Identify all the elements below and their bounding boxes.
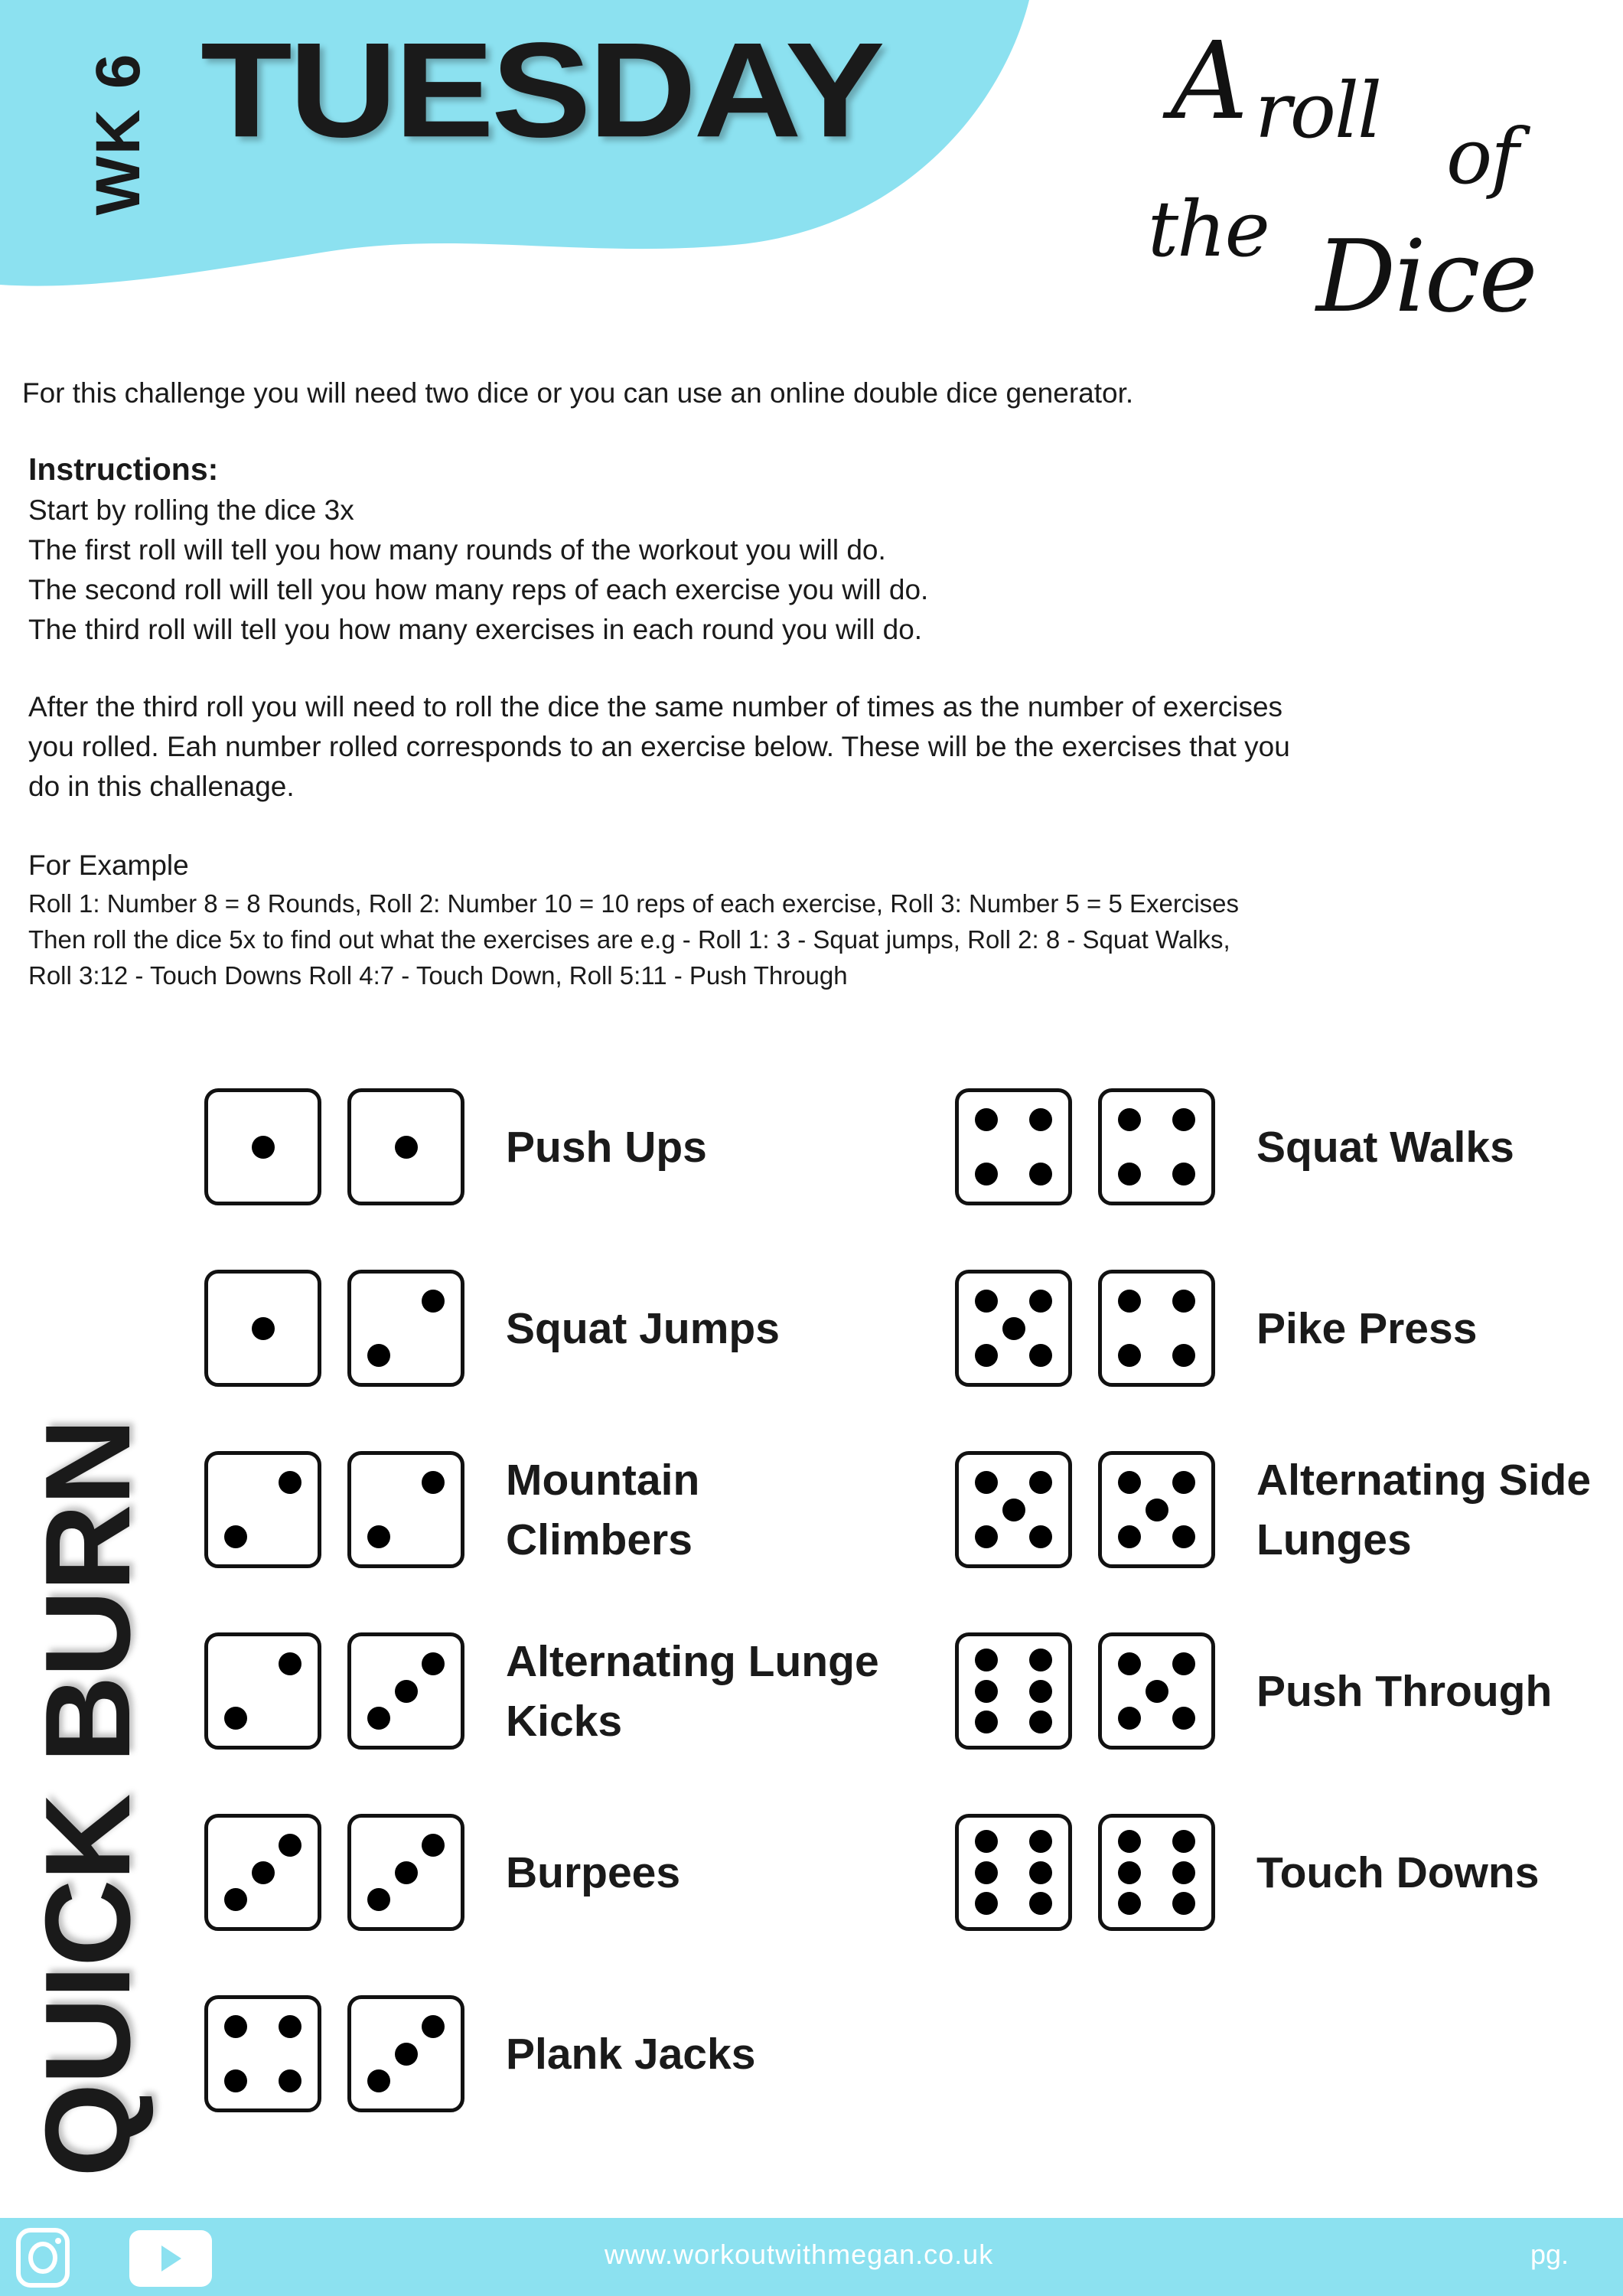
example-section xyxy=(28,846,1239,993)
exercise-row xyxy=(955,1451,1591,1568)
exercise-label xyxy=(506,2024,755,2084)
die-pip xyxy=(1118,1108,1141,1131)
example-heading: For Example xyxy=(28,850,189,881)
instructions xyxy=(28,448,928,650)
die-pip xyxy=(1029,1525,1052,1548)
die-pip xyxy=(1118,1707,1141,1730)
die-pip xyxy=(1029,1861,1052,1884)
paragraph-line: do in this challenage. xyxy=(28,771,295,802)
die-pip xyxy=(1002,1499,1025,1521)
die-face-3-icon xyxy=(347,1814,464,1931)
script-word: roll xyxy=(1255,66,1380,155)
die-face-1-icon xyxy=(204,1088,321,1205)
exercise-label-line: Squat Jumps xyxy=(506,1303,780,1353)
exercise-label-line: Push Ups xyxy=(506,1122,707,1172)
die-face-2-icon xyxy=(204,1451,321,1568)
die-face-6-icon xyxy=(1098,1814,1215,1931)
die-pip xyxy=(1029,1108,1052,1131)
example-line: Then roll the dice 5x to find out what the exercises are e.g - Roll 1: 3 - Squat jumps, Roll 2: 8 - Squat Walks, xyxy=(28,925,1230,954)
instruction-line: The first roll will tell you how many rounds of the workout you will do. xyxy=(28,534,886,566)
die-pip xyxy=(975,1649,998,1671)
exercise-label xyxy=(1256,1117,1514,1177)
die-face-1-icon xyxy=(204,1270,321,1387)
instruction-line: The third roll will tell you how many exercises in each round you will do. xyxy=(28,614,923,645)
die-face-4-icon xyxy=(1098,1088,1215,1205)
die-face-5-icon xyxy=(1098,1632,1215,1750)
die-pip xyxy=(1118,1344,1141,1367)
die-pip xyxy=(975,1861,998,1884)
exercise-label xyxy=(506,1450,699,1570)
die-pip xyxy=(422,1290,445,1313)
die-pip xyxy=(1118,1861,1141,1884)
script-word: the xyxy=(1148,184,1269,274)
die-pip xyxy=(1029,1290,1052,1313)
die-face-3-icon xyxy=(204,1814,321,1931)
die-pip xyxy=(395,1861,418,1884)
die-face-4-icon xyxy=(204,1995,321,2112)
instruction-line: The second roll will tell you how many reps of each exercise you will do. xyxy=(28,574,929,605)
exercise-label-line: Burpees xyxy=(506,1848,681,1897)
die-pip xyxy=(367,2069,390,2092)
die-pip xyxy=(224,1525,247,1548)
die-face-2-icon xyxy=(204,1632,321,1750)
exercise-label xyxy=(506,1299,780,1358)
die-pip xyxy=(224,1888,247,1911)
exercise-label-line: Mountain xyxy=(506,1455,700,1505)
die-pip xyxy=(975,1680,998,1703)
die-pip xyxy=(1029,1830,1052,1853)
die-pip xyxy=(279,1834,301,1857)
script-word: of xyxy=(1446,112,1518,201)
die-pip xyxy=(1029,1711,1052,1733)
die-pip xyxy=(1118,1471,1141,1494)
die-pip xyxy=(422,2015,445,2038)
after-paragraph xyxy=(28,687,1482,807)
die-pip xyxy=(1146,1680,1168,1703)
script-word: A xyxy=(1171,19,1247,144)
die-pip xyxy=(975,1892,998,1915)
die-pip xyxy=(975,1290,998,1313)
exercise-label xyxy=(1256,1843,1539,1903)
die-pip xyxy=(1118,1163,1141,1186)
die-pip xyxy=(1118,1652,1141,1675)
die-pip xyxy=(1029,1163,1052,1186)
exercise-label xyxy=(506,1632,879,1751)
die-pip xyxy=(1118,1892,1141,1915)
die-pip xyxy=(1029,1892,1052,1915)
die-pip xyxy=(422,1652,445,1675)
die-pip xyxy=(422,1834,445,1857)
exercise-label-line: Kicks xyxy=(506,1696,623,1746)
die-pip xyxy=(1002,1317,1025,1340)
paragraph-line: you rolled. Eah number rolled corresponds to an exercise below. These will be the exercises that you xyxy=(28,731,1290,762)
die-pip xyxy=(224,2069,247,2092)
die-pip xyxy=(1029,1471,1052,1494)
die-pip xyxy=(224,1707,247,1730)
side-title: QUICK BURN xyxy=(21,1420,155,2177)
die-pip xyxy=(367,1344,390,1367)
exercise-row xyxy=(955,1088,1514,1205)
die-pip xyxy=(1172,1525,1195,1548)
exercise-label-line: Alternating Side xyxy=(1256,1455,1592,1505)
die-pip xyxy=(1172,1830,1195,1853)
website-link[interactable]: www.workoutwithmegan.co.uk xyxy=(605,2239,994,2270)
die-pip xyxy=(1172,1344,1195,1367)
exercise-row xyxy=(204,1632,879,1750)
example-line: Roll 3:12 - Touch Downs Roll 4:7 - Touch Down, Roll 5:11 - Push Through xyxy=(28,961,848,990)
die-pip xyxy=(395,2043,418,2066)
exercise-row xyxy=(955,1632,1552,1750)
instruction-line: Start by rolling the dice 3x xyxy=(28,494,354,526)
page-number: pg. xyxy=(1530,2239,1569,2270)
die-face-4-icon xyxy=(955,1088,1072,1205)
die-pip xyxy=(367,1525,390,1548)
exercise-label xyxy=(1256,1662,1552,1721)
exercise-label-line: Climbers xyxy=(506,1515,693,1564)
die-pip xyxy=(395,1136,418,1159)
exercise-row xyxy=(204,1088,707,1205)
instagram-icon[interactable] xyxy=(8,2227,77,2288)
die-face-5-icon xyxy=(1098,1451,1215,1568)
exercise-label-line: Plank Jacks xyxy=(506,2029,756,2079)
die-pip xyxy=(224,2015,247,2038)
die-pip xyxy=(975,1471,998,1494)
die-pip xyxy=(1118,1830,1141,1853)
exercise-row xyxy=(955,1270,1477,1387)
die-pip xyxy=(975,1344,998,1367)
exercise-label-line: Pike Press xyxy=(1256,1303,1478,1353)
die-pip xyxy=(395,1680,418,1703)
die-pip xyxy=(1146,1499,1168,1521)
die-face-5-icon xyxy=(955,1451,1072,1568)
exercise-label-line: Alternating Lunge xyxy=(506,1636,879,1686)
intro-text: For this challenge you will need two dice or you can use an online double dice generator. xyxy=(22,377,1134,409)
die-pip xyxy=(279,1471,301,1494)
die-pip xyxy=(975,1163,998,1186)
week-label: WK 6 xyxy=(83,52,153,216)
die-pip xyxy=(975,1525,998,1548)
youtube-icon[interactable] xyxy=(128,2229,213,2288)
die-pip xyxy=(1029,1680,1052,1703)
die-pip xyxy=(252,1136,275,1159)
script-word: Dice xyxy=(1316,218,1537,334)
die-face-6-icon xyxy=(955,1814,1072,1931)
die-pip xyxy=(1029,1344,1052,1367)
die-pip xyxy=(1172,1290,1195,1313)
die-pip xyxy=(1172,1471,1195,1494)
die-pip xyxy=(975,1711,998,1733)
exercise-row xyxy=(204,1451,699,1568)
exercise-row xyxy=(204,1814,680,1931)
exercise-label xyxy=(506,1117,707,1177)
die-pip xyxy=(252,1317,275,1340)
exercise-row xyxy=(955,1814,1539,1931)
die-face-5-icon xyxy=(955,1270,1072,1387)
die-pip xyxy=(252,1861,275,1884)
die-pip xyxy=(1172,1652,1195,1675)
die-pip xyxy=(1172,1861,1195,1884)
exercise-label xyxy=(1256,1299,1477,1358)
exercise-row xyxy=(204,1270,780,1387)
die-pip xyxy=(1172,1707,1195,1730)
die-pip xyxy=(1172,1892,1195,1915)
die-face-2-icon xyxy=(347,1451,464,1568)
die-pip xyxy=(975,1108,998,1131)
die-face-6-icon xyxy=(955,1632,1072,1750)
die-pip xyxy=(279,2069,301,2092)
die-pip xyxy=(279,1652,301,1675)
exercise-label-line: Squat Walks xyxy=(1256,1122,1514,1172)
die-pip xyxy=(367,1888,390,1911)
die-pip xyxy=(1118,1290,1141,1313)
exercise-label-line: Push Through xyxy=(1256,1666,1553,1716)
day-title: TUESDAY xyxy=(200,15,882,166)
die-face-3-icon xyxy=(347,1995,464,2112)
die-face-4-icon xyxy=(1098,1270,1215,1387)
die-pip xyxy=(975,1830,998,1853)
exercise-row xyxy=(204,1995,755,2112)
exercise-label xyxy=(506,1843,680,1903)
paragraph-line: After the third roll you will need to roll the dice the same number of times as the number of exercises xyxy=(28,691,1283,722)
example-line: Roll 1: Number 8 = 8 Rounds, Roll 2: Number 10 = 10 reps of each exercise, Roll 3: Number 5 = 5 Exercises xyxy=(28,889,1240,918)
die-pip xyxy=(1029,1649,1052,1671)
die-pip xyxy=(1118,1525,1141,1548)
instructions-heading: Instructions: xyxy=(28,452,219,487)
die-pip xyxy=(367,1707,390,1730)
die-face-1-icon xyxy=(347,1088,464,1205)
exercise-label xyxy=(1256,1450,1591,1570)
die-pip xyxy=(279,2015,301,2038)
die-face-3-icon xyxy=(347,1632,464,1750)
die-pip xyxy=(1172,1108,1195,1131)
exercise-label-line: Lunges xyxy=(1256,1515,1412,1564)
die-pip xyxy=(422,1471,445,1494)
exercise-label-line: Touch Downs xyxy=(1256,1848,1540,1897)
die-face-2-icon xyxy=(347,1270,464,1387)
die-pip xyxy=(1172,1163,1195,1186)
